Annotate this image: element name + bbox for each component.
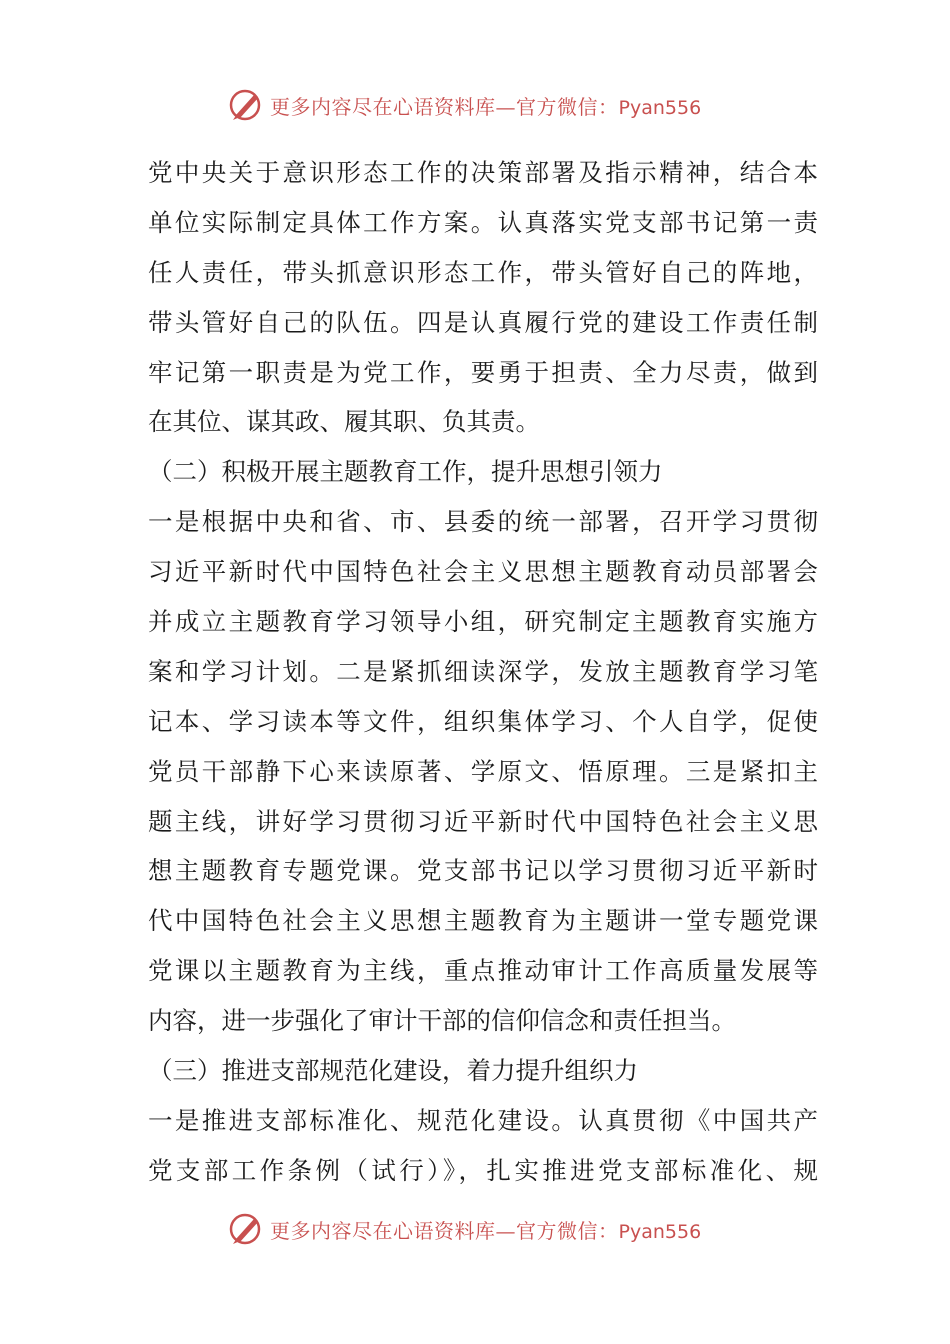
section-heading: （二）积极开展主题教育工作，提升思想引领力 (148, 457, 663, 487)
body-line: 党员干部静下心来读原著、学原文、悟原理。三是紧扣主 (148, 756, 818, 786)
body-line: 在其位、谋其政、履其职、负其责。 (148, 407, 540, 437)
watermark-main: 更多内容尽在心语资料库—官方微信： (270, 94, 619, 119)
body-line: 一是推进支部标准化、规范化建设。认真贯彻《中国共产 (148, 1105, 818, 1135)
body-line: 内容，进一步强化了审计干部的信仰信念和责任担当。 (148, 1006, 736, 1036)
body-line: 代中国特色社会主义思想主题教育为主题讲一堂专题党课 (148, 906, 818, 936)
header-watermark (228, 85, 701, 125)
body-line: 牢记第一职责是为党工作，要勇于担责、全力尽责，做到 (148, 357, 818, 387)
body-line: 想主题教育专题党课。党支部书记以学习贯彻习近平新时 (148, 856, 818, 886)
watermark-text (270, 1215, 701, 1244)
body-line: 党课以主题教育为主线，重点推动审计工作高质量发展等 (148, 956, 818, 986)
body-line: 任人责任，带头抓意识形态工作，带头管好自己的阵地， (148, 257, 818, 287)
body-line: 题主线，讲好学习贯彻习近平新时代中国特色社会主义思 (148, 806, 818, 836)
section-heading: （三）推进支部规范化建设，着力提升组织力 (148, 1056, 638, 1086)
watermark-text (270, 91, 701, 120)
body-line: 习近平新时代中国特色社会主义思想主题教育动员部署会 (148, 557, 818, 587)
watermark-id: Pyan556 (618, 96, 702, 119)
pen-logo-icon (228, 1211, 264, 1247)
body-line: 带头管好自己的队伍。四是认真履行党的建设工作责任制 (148, 307, 818, 337)
body-line: 党支部工作条例（试行）》，扎实推进党支部标准化、规 (148, 1155, 818, 1185)
document-body (148, 148, 818, 1196)
body-line: 单位实际制定具体工作方案。认真落实党支部书记第一责 (148, 207, 818, 237)
body-line: 案和学习计划。二是紧抓细读深学，发放主题教育学习笔 (148, 656, 818, 686)
body-line: 并成立主题教育学习领导小组，研究制定主题教育实施方 (148, 607, 818, 637)
footer-watermark (228, 1209, 701, 1249)
pen-logo-icon (228, 87, 264, 123)
body-line: 一是根据中央和省、市、县委的统一部署，召开学习贯彻 (148, 507, 818, 537)
body-line: 记本、学习读本等文件，组织集体学习、个人自学，促使 (148, 706, 818, 736)
body-line: 党中央关于意识形态工作的决策部署及指示精神，结合本 (148, 158, 818, 187)
watermark-id: Pyan556 (618, 1220, 702, 1243)
watermark-main: 更多内容尽在心语资料库—官方微信： (270, 1218, 619, 1243)
